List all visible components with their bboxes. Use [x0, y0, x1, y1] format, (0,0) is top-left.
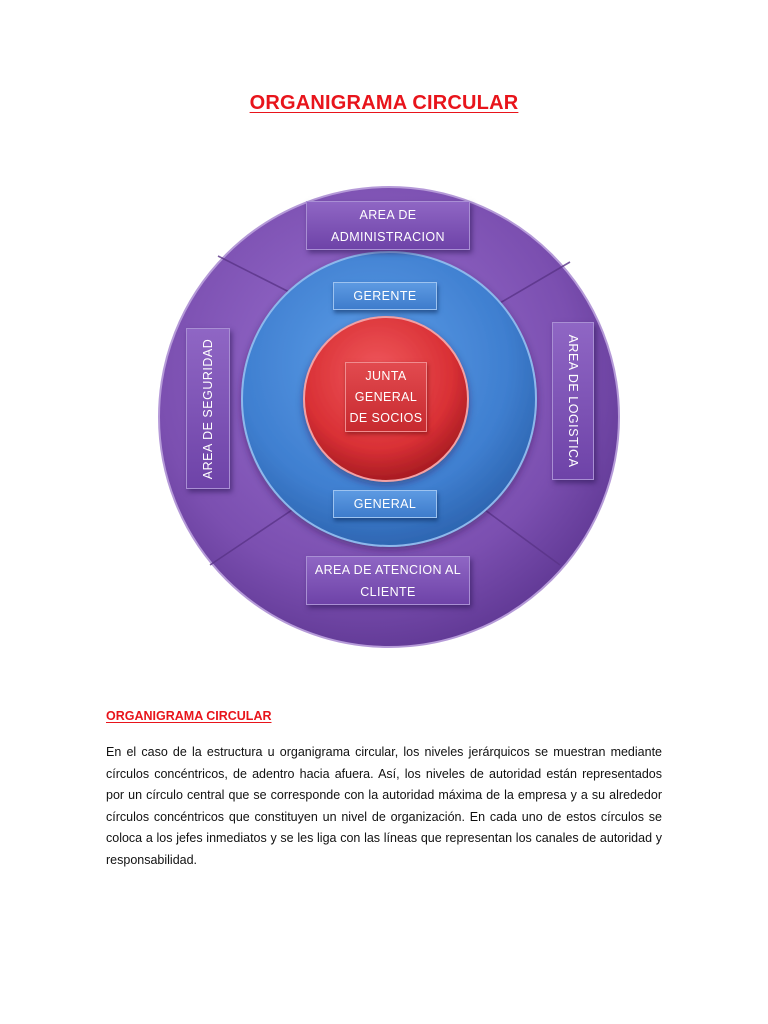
section-heading: ORGANIGRAMA CIRCULAR: [106, 709, 272, 723]
area-administracion-box: [306, 201, 470, 250]
area-atencion-cliente-box: [306, 556, 470, 605]
general-box: [333, 490, 437, 518]
gerente-label: GERENTE: [353, 289, 417, 303]
area-logistica-label: AREA DE LOGISTICA: [566, 334, 580, 468]
area-administracion-label: AREA DE ADMINISTRACION: [331, 207, 445, 244]
area-logistica-box: [552, 322, 594, 480]
gerente-box: [333, 282, 437, 310]
description-paragraph: En el caso de la estructura u organigrama circular, los niveles jerárquicos se muestran mediante círculos concéntricos, de adentro hacia afuera. Así, los niveles de autoridad están representados por un círculo central que se corresponde con la autoridad máxima de la empresa y a su alrededor círculos concéntricos que constituyen un nivel de organización. En cada uno de estos círculos se coloca a los jefes inmediatos y se les liga con las líneas que representan los canales de autoridad y responsabilidad.: [106, 745, 662, 867]
junta-line-2: GENERAL: [354, 389, 418, 404]
junta-general-box: [345, 362, 427, 432]
junta-line-1: JUNTA: [365, 368, 407, 383]
area-atencion-cliente-label: AREA DE ATENCION AL CLIENTE: [314, 562, 462, 599]
general-label: GENERAL: [353, 497, 417, 511]
area-seguridad-label: AREA DE SEGURIDAD: [201, 338, 215, 479]
page-title-text: ORGANIGRAMA CIRCULAR: [249, 92, 519, 114]
area-seguridad-box: [186, 328, 230, 489]
junta-line-3: DE SOCIOS: [349, 410, 423, 425]
